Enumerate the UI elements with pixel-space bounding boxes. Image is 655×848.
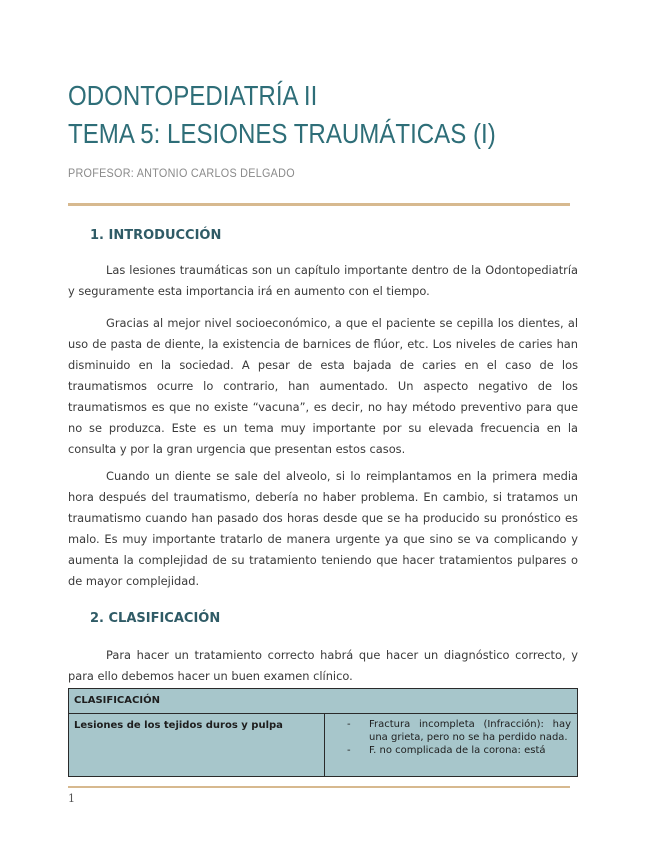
- classification-table: [68, 688, 578, 777]
- header-divider: [68, 203, 570, 206]
- paragraph: Para hacer un tratamiento correcto habrá que hacer un diagnóstico correcto, y para ello debemos hacer un buen examen clínico.: [68, 648, 578, 683]
- professor-name: PROFESOR: ANTONIO CARLOS DELGADO: [68, 166, 295, 180]
- document-subtitle: TEMA 5: LESIONES TRAUMÁTICAS (I): [68, 118, 496, 149]
- footer-divider: [68, 786, 570, 788]
- paragraph: Gracias al mejor nivel socioeconómico, a que el paciente se cepilla los dientes, al uso de pasta de diente, la existencia de barnices de flúor, etc. Los niveles de caries han disminuido en la sociedad. A pesar de esta bajada de caries en el caso de los traumatismos ocurre lo contrario, han aumentado. Un aspecto negativo de los traumatismos es que no existe “vacuna”, es decir, no hay método preventivo para que no se produzca. Este es un tema muy importante por su elevada frecuencia en la consulta y por la gran urgencia que presentan estos casos.: [68, 316, 578, 456]
- document-title: ODONTOPEDIATRÍA II: [68, 80, 318, 111]
- table-row: [69, 714, 578, 777]
- paragraph: Las lesiones traumáticas son un capítulo importante dentro de la Odontopediatría y seguramente esta importancia irá en aumento con el tiempo.: [68, 263, 578, 298]
- list-item: - Fractura incompleta (Infracción): hay una grieta, pero no se ha perdido nada.: [347, 718, 571, 744]
- section-heading-introduccion: 1. INTRODUCCIÓN: [90, 228, 222, 243]
- section-heading-clasificacion: 2. CLASIFICACIÓN: [90, 611, 221, 626]
- page-number: 1: [68, 792, 75, 805]
- list-item: - F. no complicada de la corona: está: [347, 744, 571, 757]
- paragraph: Cuando un diente se sale del alveolo, si lo reimplantamos en la primera media hora después del traumatismo, debería no haber problema. En cambio, si tratamos un traumatismo cuando han pasado dos horas desde que se ha producido su pronóstico es malo. Es muy importante tratarlo de manera urgente ya que sino se va complicando y aumenta la complejidad de su tratamiento teniendo que hacer tratamientos pulpares o de mayor complejidad.: [68, 469, 578, 588]
- table-header-row: [69, 689, 578, 714]
- table-header-cell: CLASIFICACIÓN: [69, 689, 578, 714]
- table-category-cell: Lesiones de los tejidos duros y pulpa: [69, 714, 325, 777]
- table-items-cell: [325, 714, 578, 777]
